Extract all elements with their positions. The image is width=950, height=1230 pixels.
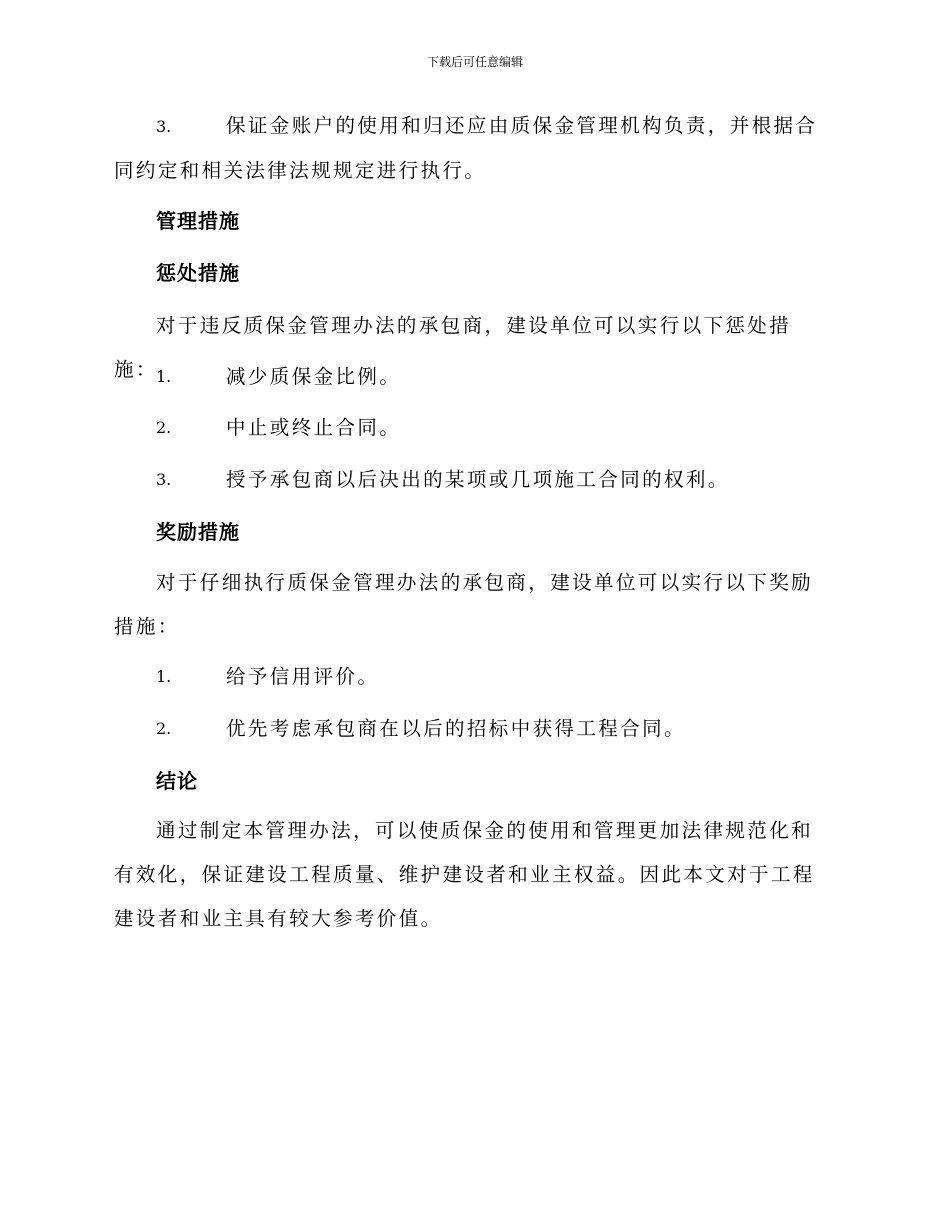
section-heading-management: 管理措施 [156, 209, 240, 233]
item-text: 授予承包商以后决出的某项或几项施工合同的权利。 [226, 468, 730, 491]
numbered-paragraph [114, 104, 832, 193]
item-number: 3. [156, 470, 172, 489]
item-text: 减少质保金比例。 [226, 365, 402, 388]
reward-intro: 对于仔细执行质保金管理办法的承包商，建设单位可以实行以下奖励措施： [114, 571, 814, 638]
item-text: 中止或终止合同。 [226, 416, 402, 439]
item-text: 优先考虑承包商在以后的招标中获得工程合同。 [226, 717, 686, 740]
penalty-intro: 对于违反质保金管理办法的承包商，建设单位可以实行以下惩处措施： [114, 314, 792, 381]
item-text: 保证金账户的使用和归还应由质保金管理机构负责，并根据合同约定和相关法律法规规定进行执行。 [114, 114, 818, 182]
conclusion-paragraph: 通过制定本管理办法，可以使质保金的使用和管理更加法律规范化和有效化，保证建设工程质量、维护建设者和业主权益。因此本文对于工程建设者和业主具有较大参考价值。 [114, 819, 815, 930]
item-number: 1. [156, 367, 172, 386]
item-number: 1. [156, 667, 172, 686]
page-header: 下载后可任意编辑 [426, 55, 523, 69]
item-number: 2. [156, 418, 172, 437]
item-number: 3. [156, 117, 172, 136]
item-text: 给予信用评价。 [226, 665, 380, 688]
section-heading-conclusion: 结论 [156, 769, 198, 793]
section-heading-penalty: 惩处措施 [156, 261, 240, 285]
section-heading-reward: 奖励措施 [156, 520, 240, 544]
item-number: 2. [156, 719, 172, 738]
